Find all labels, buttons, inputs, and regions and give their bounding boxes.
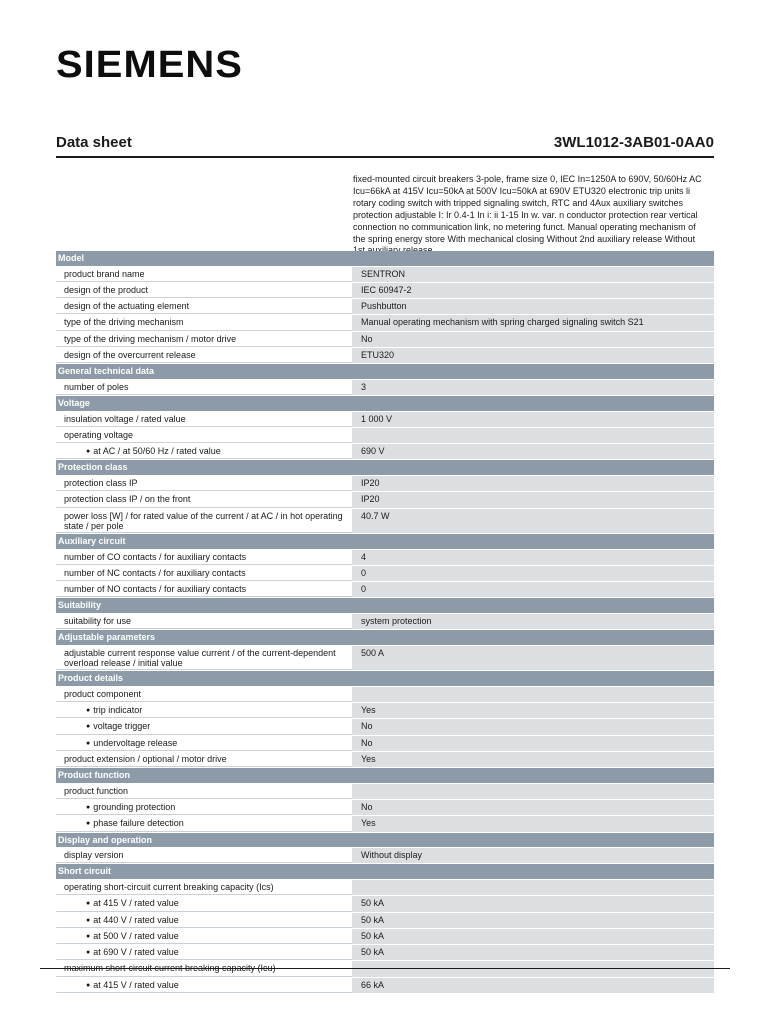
spec-value: No <box>352 736 714 751</box>
spec-label-text: display version <box>64 850 124 861</box>
spec-label <box>56 848 352 863</box>
spec-row <box>56 703 714 719</box>
spec-label-text: insulation voltage / rated value <box>64 413 186 424</box>
spec-label <box>56 978 352 993</box>
spec-label-text: suitability for use <box>64 615 132 626</box>
section-header: Adjustable parameters <box>56 630 714 646</box>
spec-row <box>56 428 714 444</box>
spec-label-text: product brand name <box>64 268 145 279</box>
spec-value: SENTRON <box>352 267 714 282</box>
spec-row <box>56 267 714 283</box>
spec-label-text: design of the product <box>64 284 149 295</box>
spec-value: 66 kA <box>352 978 714 993</box>
spec-sublabel-text: ● at AC / at 50/60 Hz / rated value <box>86 446 221 456</box>
section-header: Short circuit <box>56 864 714 880</box>
spec-value: IP20 <box>352 476 714 491</box>
spec-label-text: number of CO contacts / for auxiliary contacts <box>64 551 247 562</box>
spec-value: Pushbutton <box>352 299 714 314</box>
spec-label <box>56 412 352 427</box>
spec-label <box>56 896 352 911</box>
spec-value: Yes <box>352 752 714 767</box>
spec-label-text: protection class IP <box>64 477 138 488</box>
footer-divider <box>40 968 730 969</box>
spec-sublabel-text: ● trip indicator <box>86 705 142 715</box>
part-number: 3WL1012-3AB01-0AA0 <box>553 134 714 151</box>
spec-sublabel-text: ● at 440 V / rated value <box>86 915 179 925</box>
spec-row <box>56 476 714 492</box>
spec-label <box>56 945 352 960</box>
spec-row <box>56 614 714 630</box>
spec-label-text: power loss [W] / for rated value of the current / at AC / in hot operating state / per pole <box>64 510 343 531</box>
spec-row <box>56 816 714 832</box>
spec-value: 0 <box>352 582 714 597</box>
spec-label <box>56 929 352 944</box>
spec-value: Yes <box>352 703 714 718</box>
spec-value: No <box>352 800 714 815</box>
spec-label-text: protection class IP / on the front <box>64 494 191 505</box>
spec-row <box>56 283 714 299</box>
spec-label-text: number of NO contacts / for auxiliary contacts <box>64 584 247 595</box>
spec-label-text: product extension / optional / motor drive <box>64 753 227 764</box>
spec-value <box>352 428 714 443</box>
spec-label <box>56 614 352 629</box>
spec-row <box>56 582 714 598</box>
spec-label-text: type of the driving mechanism <box>64 317 184 328</box>
spec-label <box>56 961 352 976</box>
spec-row <box>56 784 714 800</box>
spec-value: 690 V <box>352 444 714 459</box>
spec-value: system protection <box>352 614 714 629</box>
spec-value: 50 kA <box>352 896 714 911</box>
spec-sublabel-text: ● at 500 V / rated value <box>86 931 179 941</box>
spec-label <box>56 913 352 928</box>
spec-value: No <box>352 719 714 734</box>
spec-row <box>56 719 714 735</box>
spec-value: Manual operating mechanism with spring charged signaling switch S21 <box>352 315 714 330</box>
spec-row <box>56 380 714 396</box>
spec-value: 1 000 V <box>352 412 714 427</box>
spec-value: IP20 <box>352 492 714 507</box>
spec-label-text: design of the actuating element <box>64 301 190 312</box>
spec-label <box>56 816 352 831</box>
spec-label-text: design of the overcurrent release <box>64 349 196 360</box>
spec-label <box>56 646 352 671</box>
spec-label-text: product function <box>64 785 129 796</box>
spec-label <box>56 380 352 395</box>
section-header: Product details <box>56 671 714 687</box>
section-header: Auxiliary circuit <box>56 534 714 550</box>
spec-value: 50 kA <box>352 913 714 928</box>
spec-label-text: product component <box>64 688 142 699</box>
spec-row <box>56 509 714 535</box>
spec-label <box>56 299 352 314</box>
spec-label <box>56 719 352 734</box>
spec-label-text: number of poles <box>64 381 129 392</box>
spec-label <box>56 582 352 597</box>
spec-value: ETU320 <box>352 348 714 363</box>
spec-row <box>56 752 714 768</box>
spec-row <box>56 945 714 961</box>
spec-label-text: type of the driving mechanism / motor drive <box>64 333 237 344</box>
spec-label <box>56 509 352 534</box>
spec-value: IEC 60947-2 <box>352 283 714 298</box>
spec-label <box>56 703 352 718</box>
spec-row <box>56 913 714 929</box>
spec-table <box>56 251 714 994</box>
spec-label <box>56 315 352 330</box>
spec-row <box>56 412 714 428</box>
spec-row <box>56 961 714 977</box>
header-divider <box>56 156 714 158</box>
spec-label-text: adjustable current response value current / of the current-dependent overload release / initial value <box>64 647 336 668</box>
spec-value: 3 <box>352 380 714 395</box>
spec-label-text: number of NC contacts / for auxiliary contacts <box>64 567 246 578</box>
spec-row <box>56 492 714 508</box>
spec-label <box>56 267 352 282</box>
spec-row <box>56 929 714 945</box>
spec-row <box>56 896 714 912</box>
spec-label <box>56 428 352 443</box>
spec-row <box>56 299 714 315</box>
spec-label <box>56 550 352 565</box>
spec-row <box>56 800 714 816</box>
spec-label <box>56 348 352 363</box>
spec-row <box>56 444 714 460</box>
spec-value <box>352 784 714 799</box>
section-header: General technical data <box>56 364 714 380</box>
spec-value: 0 <box>352 566 714 581</box>
spec-sublabel-text: ● grounding protection <box>86 802 175 812</box>
spec-sublabel-text: ● undervoltage release <box>86 738 177 748</box>
spec-value: 40.7 W <box>352 509 714 534</box>
spec-value <box>352 880 714 895</box>
spec-label <box>56 880 352 895</box>
spec-label <box>56 784 352 799</box>
spec-value: 50 kA <box>352 945 714 960</box>
spec-value: Yes <box>352 816 714 831</box>
spec-label <box>56 566 352 581</box>
spec-row <box>56 315 714 331</box>
product-description: fixed-mounted circuit breakers 3-pole, frame size 0, IEC In=1250A to 690V, 50/60Hz AC Icu=66kA at 415V Icu=50kA at 500V Icu=50kA at 690V ETU320 electronic trip units li rotary coding switch with tripped signaling switch, RTC and 4Aux auxiliary switches protection adjustable I: Ir 0.4-1 In i: ii 1-15 In w. var. n conductor protection rear vertical connection no communication link, no metering funct. Manual operating mechanism of the spring energy store With mechanical closing Without 2nd auxiliary release Without <box>353 174 702 244</box>
spec-sublabel-text: ● at 690 V / rated value <box>86 947 179 957</box>
spec-row <box>56 332 714 348</box>
spec-label-text: operating short-circuit current breaking capacity (Ics) <box>64 881 274 892</box>
spec-sublabel-text: ● phase failure detection <box>86 818 184 828</box>
spec-label <box>56 687 352 702</box>
spec-row <box>56 550 714 566</box>
section-header: Model <box>56 251 714 267</box>
spec-sublabel-text: ● at 415 V / rated value <box>86 980 179 990</box>
section-header: Protection class <box>56 460 714 476</box>
section-header: Voltage <box>56 396 714 412</box>
spec-row <box>56 880 714 896</box>
spec-label <box>56 283 352 298</box>
spec-value: 4 <box>352 550 714 565</box>
spec-label <box>56 492 352 507</box>
spec-row <box>56 978 714 994</box>
spec-label <box>56 476 352 491</box>
siemens-logo: SIEMENS <box>56 44 243 86</box>
spec-row <box>56 646 714 672</box>
spec-sublabel-text: ● at 415 V / rated value <box>86 898 179 908</box>
spec-sublabel-text: ● voltage trigger <box>86 721 150 731</box>
spec-value <box>352 961 714 976</box>
spec-label <box>56 332 352 347</box>
section-header: Suitability <box>56 598 714 614</box>
spec-value <box>352 687 714 702</box>
datasheet-header <box>56 134 714 151</box>
spec-label-text: operating voltage <box>64 429 134 440</box>
spec-row <box>56 687 714 703</box>
spec-label <box>56 800 352 815</box>
spec-row <box>56 736 714 752</box>
spec-row <box>56 566 714 582</box>
section-header: Product function <box>56 768 714 784</box>
spec-value: No <box>352 332 714 347</box>
spec-label <box>56 752 352 767</box>
spec-label <box>56 444 352 459</box>
spec-row <box>56 348 714 364</box>
spec-value: Without display <box>352 848 714 863</box>
spec-value: 500 A <box>352 646 714 671</box>
spec-value: 50 kA <box>352 929 714 944</box>
section-header: Display and operation <box>56 833 714 849</box>
page-title: Data sheet <box>56 134 132 151</box>
spec-row <box>56 848 714 864</box>
spec-label <box>56 736 352 751</box>
